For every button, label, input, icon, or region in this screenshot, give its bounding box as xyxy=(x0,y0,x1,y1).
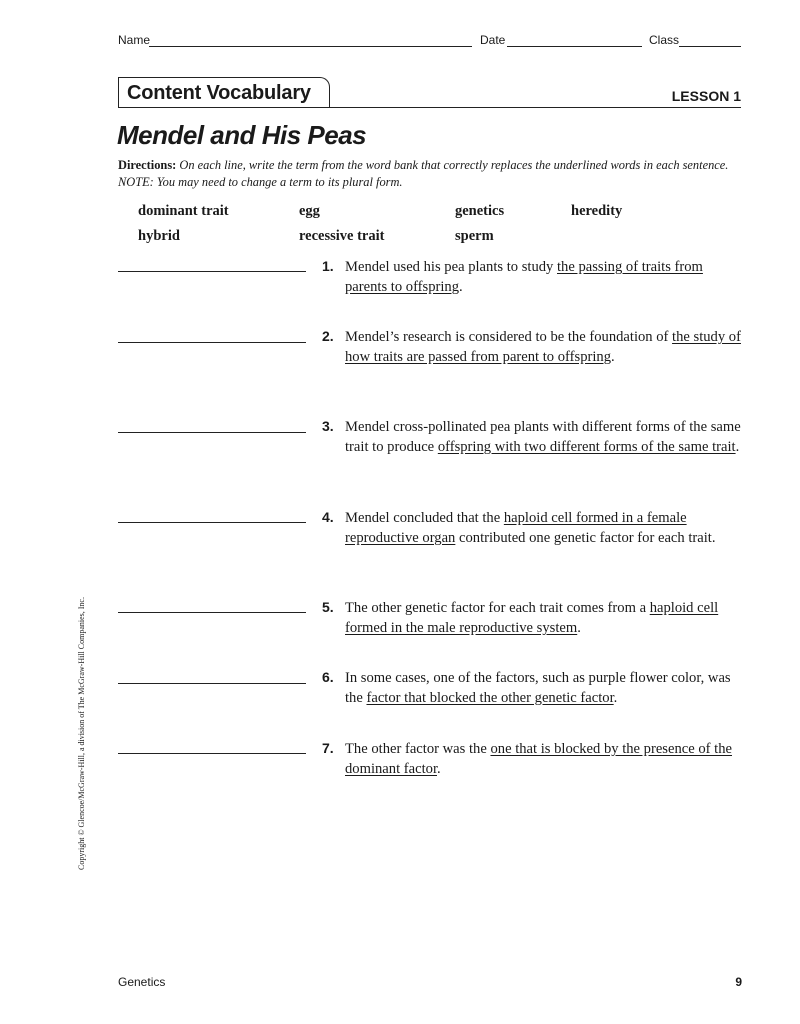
date-field[interactable] xyxy=(507,46,642,47)
directions xyxy=(118,157,743,190)
underlined-phrase: factor that blocked the other genetic factor xyxy=(366,690,614,706)
answer-line[interactable] xyxy=(118,342,306,343)
banner-rule xyxy=(118,107,741,108)
name-field[interactable] xyxy=(149,46,472,47)
question-text: Mendel used his pea plants to study the passing of traits from parents to offspring. xyxy=(345,259,703,295)
answer-line[interactable] xyxy=(118,271,306,272)
date-label: Date xyxy=(480,33,506,47)
class-field[interactable] xyxy=(679,46,741,47)
underlined-phrase: the study of how traits are passed from parent to offspring xyxy=(345,329,741,365)
name-label: Name xyxy=(118,33,151,47)
word-bank-term: dominant trait xyxy=(138,203,229,219)
question-text: Mendel concluded that the haploid cell formed in a female reproductive organ contributed one genetic factor for each trait. xyxy=(345,510,716,546)
question-number: 6. xyxy=(322,669,334,685)
banner-title: Content Vocabulary xyxy=(127,82,311,104)
answer-line[interactable] xyxy=(118,522,306,523)
question-text: Mendel’s research is considered to be the foundation of the study of how traits are passed from parent to offspring. xyxy=(345,329,741,365)
underlined-phrase: haploid cell formed in the male reproductive system xyxy=(345,600,719,636)
answer-line[interactable] xyxy=(118,432,306,433)
page-title: Mendel and His Peas xyxy=(117,120,367,150)
word-bank-term: recessive trait xyxy=(299,228,385,244)
question-text: In some cases, one of the factors, such as purple flower color, was the factor that blocked the other genetic factor. xyxy=(345,670,731,706)
question-number: 4. xyxy=(322,509,334,525)
underlined-phrase: one that is blocked by the presence of the dominant factor xyxy=(345,741,732,777)
class-label: Class xyxy=(649,33,680,47)
question-text: The other factor was the one that is blocked by the presence of the dominant factor. xyxy=(345,741,732,777)
directions-text: On each line, write the term from the word bank that correctly replaces the underlined words in each sentence. NOTE: You may need to change a term to its plural form. xyxy=(118,158,729,189)
lesson-label: LESSON 1 xyxy=(671,88,741,104)
word-bank-term: sperm xyxy=(455,228,494,244)
page-number: 9 xyxy=(735,975,742,989)
question-number: 7. xyxy=(322,740,334,756)
header-fields xyxy=(118,32,741,50)
directions-label: Directions: xyxy=(118,158,177,172)
copyright-notice: Copyright © Glencoe/McGraw-Hill, a division of The McGraw-Hill Companies, Inc. xyxy=(77,597,86,870)
word-bank-term: genetics xyxy=(455,203,505,219)
answer-line[interactable] xyxy=(118,612,306,613)
question-number: 1. xyxy=(322,258,334,274)
word-bank-term: hybrid xyxy=(138,228,180,244)
word-bank-term: heredity xyxy=(571,203,623,219)
underlined-phrase: offspring with two different forms of the same trait xyxy=(437,439,736,455)
question-text: The other genetic factor for each trait comes from a haploid cell formed in the male reproductive system. xyxy=(345,600,719,636)
question-number: 3. xyxy=(322,418,334,434)
underlined-phrase: the passing of traits from parents to offspring xyxy=(345,259,703,295)
footer-subject: Genetics xyxy=(118,975,166,989)
word-bank-term: egg xyxy=(299,203,320,219)
question-number: 2. xyxy=(322,328,334,344)
question-number: 5. xyxy=(322,599,334,615)
underlined-phrase: haploid cell formed in a female reproductive organ xyxy=(345,510,687,546)
answer-line[interactable] xyxy=(118,683,306,684)
answer-line[interactable] xyxy=(118,753,306,754)
question-text: Mendel cross-pollinated pea plants with different forms of the same trait to produce offspring with two different forms of the same trait. xyxy=(345,419,741,455)
